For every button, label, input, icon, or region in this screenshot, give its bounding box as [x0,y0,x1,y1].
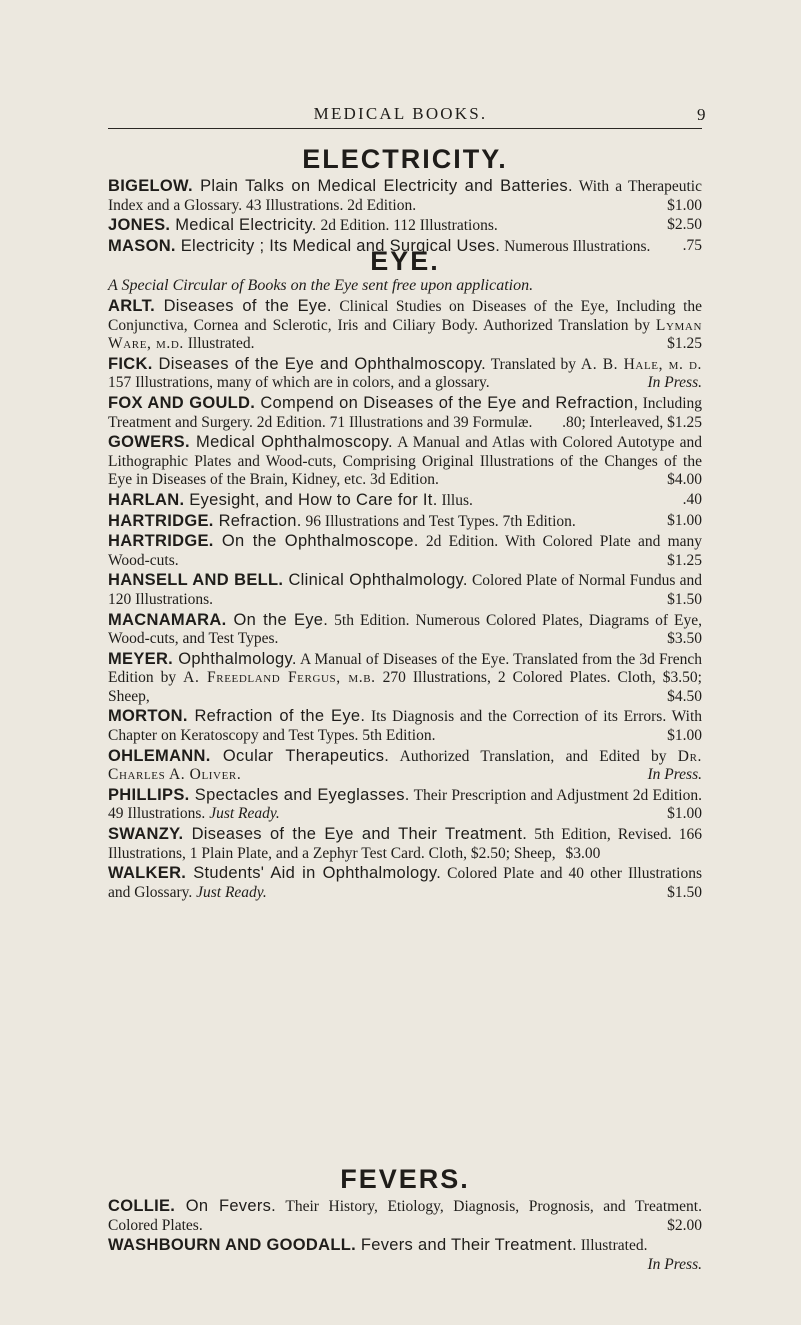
book-price: $1.50 [667,590,702,608]
section-heading: FEVERS. [340,1164,470,1194]
book-title: Medical Electricity. [175,216,317,235]
book-price: $1.25 [667,335,702,353]
book-translator: A. Freedland Fergus, m.b. [183,669,376,687]
book-entry [108,650,702,707]
book-translator: Dr. Charles A. Oliver. [108,747,702,784]
book-entry [108,532,702,570]
book-status: In Press. [647,374,702,392]
book-status: Just Ready. [209,805,280,823]
book-entry [108,355,702,393]
book-author: OHLEMANN. [108,746,211,765]
book-description-extra: Illustrated. [187,335,255,353]
section-heading: ELECTRICITY. [302,144,508,174]
book-author: FICK. [108,354,153,373]
section-fevers [108,1166,702,1193]
book-title: Ocular Therapeutics. [222,746,390,765]
book-description: Their Prescription and Adjustment 2d Edition. 49 Illustrations. [108,786,702,823]
book-description: A Manual of Diseases of the Eye. Translated from the 3d French Edition by [108,650,702,687]
fevers-entries [108,1197,702,1274]
book-author: MEYER. [108,649,174,668]
book-entry [108,747,702,785]
book-title: Compend on Diseases of the Eye and Refraction, [260,393,639,412]
book-title: Ophthalmology. [178,649,297,668]
book-description: 5th Edition. Numerous Colored Plates, Diagrams of Eye, Wood-cuts, and Test Types. [108,611,703,648]
book-author: HANSELL AND BELL. [108,571,284,590]
book-description: With a Therapeutic Index and a Glossary. 43 Illustrations. 2d Edition. [108,178,702,214]
book-description: Clinical Studies on Diseases of the Eye, Including the Conjunctiva, Cornea and Sclerotic, Iris and Ciliary Body. Authorized Translation by [108,298,703,334]
book-price: $1.50 [667,883,702,901]
book-description: Including Treatment and Surgery. 2d Edition. 71 Illustrations and 39 Formulæ. [108,394,702,431]
book-description: Its Diagnosis and the Correction of its Errors. With Chapter on Keratoscopy and Test Types. 5th Edition. [108,708,703,745]
book-entry [108,394,702,432]
book-entry [108,512,702,532]
book-description: 5th Edition, Revised. 166 Illustrations, 1 Plain Plate, and a Zephyr Test Card. Cloth, $2.50; Sheep, [108,826,702,862]
book-entry [108,177,702,215]
book-author: MORTON. [108,707,188,726]
book-author: HARTRIDGE. [108,511,214,530]
book-title: On Fevers. [185,1197,277,1215]
book-author: BIGELOW. [108,177,193,195]
section-heading: EYE. [370,246,440,276]
book-author: MACNAMARA. [108,610,227,629]
book-entry [108,433,702,490]
book-entry [108,611,702,649]
page-number: 9 [697,105,706,124]
book-title: Fevers and Their Treatment. [360,1236,577,1255]
book-description: Illustrated. [580,1237,648,1255]
running-head: MEDICAL BOOKS. [313,104,488,123]
book-title: Students' Aid in Ophthalmology. [193,864,442,883]
book-description-extra: 157 Illustrations, many of which are in colors, and a glossary. [108,374,490,392]
book-author: WALKER. [108,864,187,883]
book-status: Just Ready. [196,883,267,901]
book-title: Diseases of the Eye and Ophthalmoscopy. [158,354,487,373]
book-title: On the Ophthalmoscope. [221,532,419,551]
book-description: 2d Edition. With Colored Plate and many Wood-cuts. [108,533,703,569]
book-title: Medical Ophthalmoscopy. [196,433,393,452]
book-price: .80; Interleaved, $1.25 [562,413,702,431]
book-description: A Manual and Atlas with Colored Autotype and Lithographic Plates and Wood-cuts, Comprising Original Illustrations of the Changes of the Eye in Diseases of the Brain, Kidney, etc. 3d Edition. [108,434,703,489]
book-entry [108,1236,702,1273]
book-description: Numerous Illustrations. [504,237,651,255]
book-title: Diseases of the Eye and Their Treatment. [191,825,528,844]
book-price: $4.00 [667,471,702,489]
book-description: Colored Plate and 40 other Illustrations and Glossary. [108,865,703,901]
book-description: 2d Edition. 112 Illustrations. [320,217,498,235]
book-translator: A. B. Hale, m. d. [580,355,702,373]
book-author: WASHBOURN AND GOODALL. [108,1236,356,1255]
book-price: $1.00 [667,196,702,214]
book-author: JONES. [108,216,171,235]
book-author: ARLT. [108,297,156,315]
book-entry [108,216,702,236]
book-author: FOX AND GOULD. [108,393,256,412]
book-author: MASON. [108,236,176,255]
book-author: COLLIE. [108,1197,176,1215]
header-rule [108,128,702,129]
book-author: HARTRIDGE. [108,532,214,551]
book-title: Refraction of the Eye. [194,707,366,726]
section-electricity [108,146,702,173]
book-author: GOWERS. [108,433,190,452]
book-price: $2.50 [667,216,702,234]
book-description: Illus. [441,491,473,509]
book-title: Electricity ; Its Medical and Surgical Uses. [180,236,501,255]
book-description: Translated by [490,355,576,373]
book-entry [108,707,702,745]
book-author: SWANZY. [108,825,184,844]
book-entry [108,825,702,863]
book-price: .75 [682,236,702,254]
book-title: Clinical Ophthalmology. [288,571,468,590]
book-author: PHILLIPS. [108,785,190,804]
book-description: Authorized Translation, and Edited by [399,747,667,765]
book-description: Colored Plate of Normal Fundus and 120 Illustrations. [108,572,703,608]
book-title: Spectacles and Eyeglasses. [194,785,410,804]
book-entry [108,297,702,354]
book-price: $3.00 [565,844,601,862]
book-description-extra: 270 Illustrations, 2 Colored Plates. Cloth, $3.50; Sheep, [108,669,702,705]
book-title: Refraction. [218,511,302,530]
book-translator: Lyman Ware, m.d. [108,316,702,353]
book-entry [108,786,702,824]
book-title: Eyesight, and How to Care for It. [189,490,438,509]
book-title: Plain Talks on Medical Electricity and Batteries. [200,177,573,195]
book-author: HARLAN. [108,490,185,509]
book-title: Diseases of the Eye. [163,297,332,315]
book-entry [108,864,702,902]
book-title: On the Eye. [233,610,329,629]
book-price: $1.00 [667,805,702,823]
section-eye [108,248,702,275]
eye-entries [108,276,702,903]
circular-notice: A Special Circular of Books on the Eye sent free upon application. [108,277,534,294]
book-price: .40 [682,490,702,508]
book-description: 96 Illustrations and Test Types. 7th Edition. [305,512,576,530]
book-price: $3.50 [667,630,702,648]
book-entry [108,491,702,511]
book-price: $4.50 [667,687,702,705]
book-description: Their History, Etiology, Diagnosis, Prognosis, and Treatment. Colored Plates. [108,1198,702,1234]
book-entry [108,571,702,609]
book-status: In Press. [647,766,702,784]
book-price: $1.25 [667,551,702,569]
book-status: In Press. [647,1255,702,1273]
book-price: $1.00 [667,511,702,529]
book-entry [108,1197,702,1235]
book-price: $1.00 [667,727,702,745]
book-price: $2.00 [667,1216,702,1234]
